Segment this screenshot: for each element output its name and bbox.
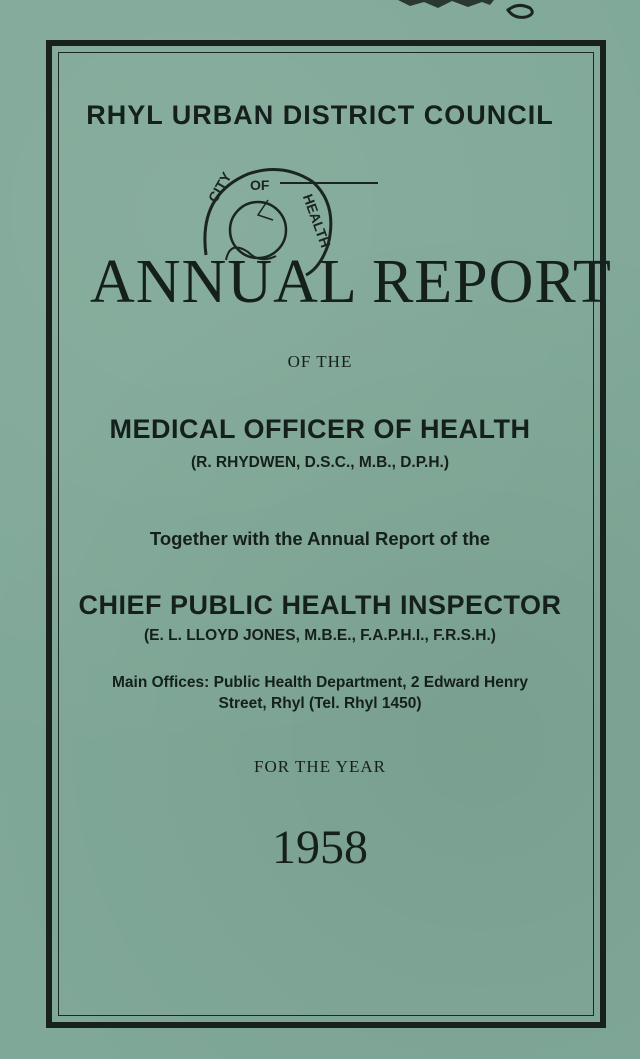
seal-text-top: OF	[250, 177, 270, 193]
for-the-year-label: FOR THE YEAR	[254, 757, 386, 776]
offices-address-line-2: Street, Rhyl (Tel. Rhyl 1450)	[218, 695, 422, 712]
annual-report-title: ANNUAL REPORT	[90, 248, 612, 316]
torn-top-mark	[390, 0, 540, 22]
of-the-label: OF THE	[287, 352, 353, 371]
report-year: 1958	[272, 821, 368, 874]
chief-inspector-name: (E. L. LLOYD JONES, M.B.E., F.A.P.H.I., F.R.S.H.)	[144, 627, 496, 644]
together-with-line: Together with the Annual Report of the	[149, 528, 491, 549]
medical-officer-title: MEDICAL OFFICER OF HEALTH	[109, 414, 531, 444]
medical-officer-name: (R. RHYDWEN, D.S.C., M.B., D.P.H.)	[190, 454, 450, 471]
seal-text-left: CITY	[204, 169, 235, 205]
offices-address-line-1: Main Offices: Public Health Department, 2 Edward Henry	[111, 674, 528, 691]
chief-inspector-title: CHIEF PUBLIC HEALTH INSPECTOR	[78, 590, 562, 620]
seal-text-right: HEALTH	[299, 191, 334, 250]
council-name: RHYL URBAN DISTRICT COUNCIL	[86, 100, 554, 130]
